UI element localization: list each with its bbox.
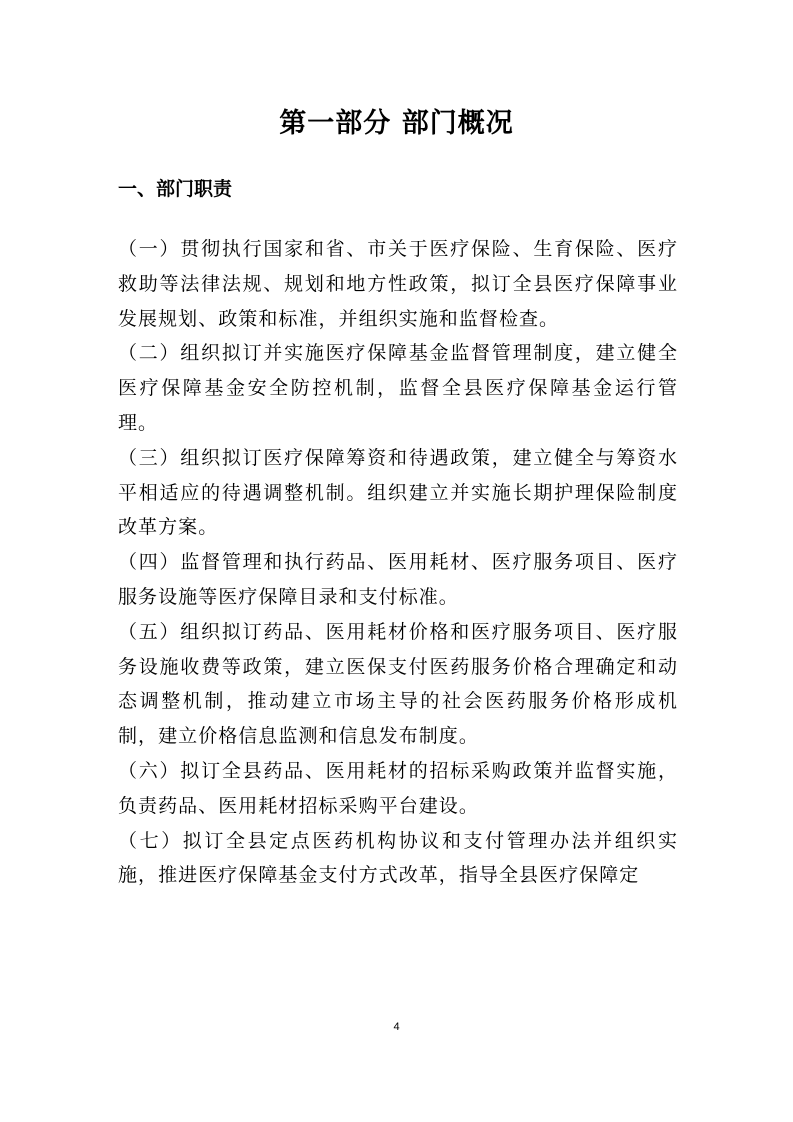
paragraph-7: （七）拟订全县定点医药机构协议和支付管理办法并组织实施，推进医疗保障基金支付方式改革，指导全县医疗保障定 bbox=[118, 829, 678, 887]
paragraph-5: （五）组织拟订药品、医用耗材价格和医疗服务项目、医疗服务设施收费等政策，建立医保支付医药服务价格合理确定和动态调整机制，推动建立市场主导的社会医药服务价格形成机制，建立价格信息监测和信息发布制度。 bbox=[118, 620, 678, 748]
paragraph-1: （一）贯彻执行国家和省、市关于医疗保险、生育保险、医疗救助等法律法规、规划和地方性政策，拟订全县医疗保障事业发展规划、政策和标准，并组织实施和监督检查。 bbox=[118, 238, 678, 330]
page-title: 第一部分 部门概况 bbox=[279, 108, 514, 139]
paragraph-3: （三）组织拟订医疗保障筹资和待遇政策，建立健全与筹资水平相适应的待遇调整机制。组织建立并实施长期护理保险制度改革方案。 bbox=[118, 446, 678, 539]
paragraph-4: （四）监督管理和执行药品、医用耗材、医疗服务项目、医疗服务设施等医疗保障目录和支付标准。 bbox=[118, 551, 678, 608]
page-number: 4 bbox=[393, 1021, 400, 1033]
paragraph-6: （六）拟订全县药品、医用耗材的招标采购政策并监督实施，负责药品、医用耗材招标采购平台建设。 bbox=[118, 759, 678, 817]
document-body bbox=[118, 232, 678, 893]
section-heading: 一、部门职责 bbox=[118, 178, 233, 200]
paragraph-2: （二）组织拟订并实施医疗保障基金监督管理制度，建立健全医疗保障基金安全防控机制，监督全县医疗保障基金运行管理。 bbox=[118, 342, 678, 434]
